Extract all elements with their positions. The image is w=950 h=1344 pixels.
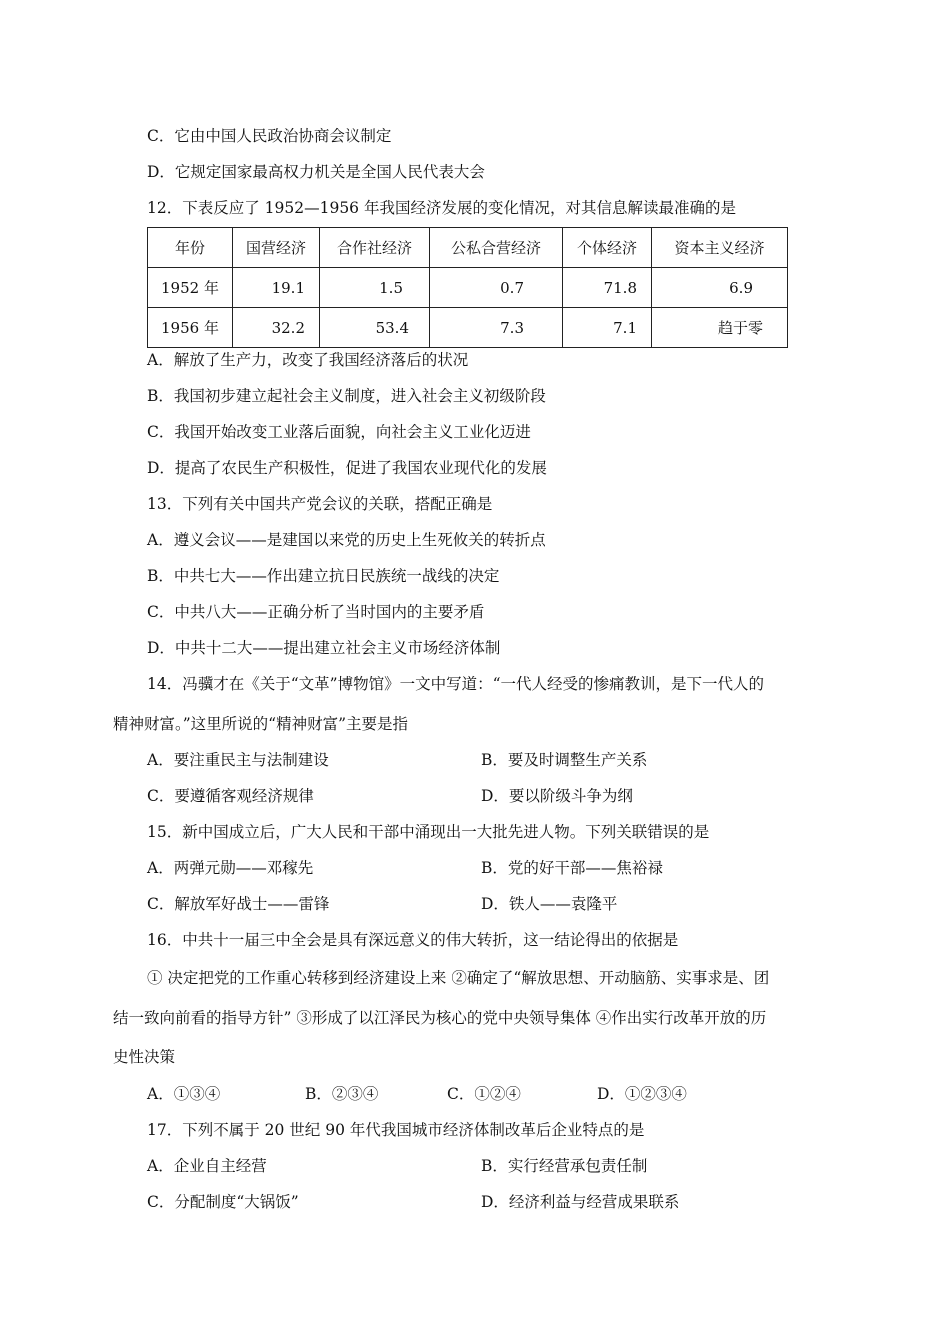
q12-option-a: A．解放了生产力，改变了我国经济落后的状况 xyxy=(147,351,469,369)
economy-table xyxy=(147,227,788,348)
table-row xyxy=(148,308,788,348)
q15-stem: 15．新中国成立后，广大人民和干部中涌现出一大批先进人物。下列关联错误的是 xyxy=(147,823,710,841)
q16-option-c: C．①②④ xyxy=(447,1085,521,1103)
table-cell: 71.8 xyxy=(563,268,652,308)
q14-stem-line2: 精神财富。”这里所说的“精神财富”主要是指 xyxy=(113,715,409,733)
q14-option-b: B．要及时调整生产关系 xyxy=(481,751,648,769)
table-cell: 7.1 xyxy=(563,308,652,348)
q17-option-d: D．经济利益与经营成果联系 xyxy=(481,1193,680,1211)
q15-option-b: B．党的好干部——焦裕禄 xyxy=(481,859,663,877)
table-cell: 6.9 xyxy=(652,268,788,308)
table-cell: 1.5 xyxy=(320,268,430,308)
q13-option-b: B．中共七大——作出建立抗日民族统一战线的决定 xyxy=(147,567,500,585)
q17-option-a: A．企业自主经营 xyxy=(147,1157,267,1175)
q12-stem: 12．下表反应了 1952—1956 年我国经济发展的变化情况，对其信息解读最准确的是 xyxy=(147,199,736,217)
q13-option-d: D．中共十二大——提出建立社会主义市场经济体制 xyxy=(147,639,501,657)
q11-option-d: D．它规定国家最高权力机关是全国人民代表大会 xyxy=(147,163,485,181)
table-cell: 32.2 xyxy=(233,308,320,348)
table-header: 合作社经济 xyxy=(320,228,430,268)
table-header: 资本主义经济 xyxy=(652,228,788,268)
table-cell-year: 1952 年 xyxy=(148,268,233,308)
table-cell: 19.1 xyxy=(233,268,320,308)
table-row xyxy=(148,268,788,308)
q15-option-c: C．解放军好战士——雷锋 xyxy=(147,895,330,913)
table-header: 国营经济 xyxy=(233,228,320,268)
q16-option-d: D．①②③④ xyxy=(597,1085,687,1103)
q17-option-c: C．分配制度“大锅饭” xyxy=(147,1193,299,1211)
q16-statement-line3: 史性决策 xyxy=(113,1048,176,1066)
q14-option-a: A．要注重民主与法制建设 xyxy=(147,751,329,769)
q15-option-a: A．两弹元勋——邓稼先 xyxy=(147,859,314,877)
table-header-row xyxy=(148,228,788,268)
table-cell: 0.7 xyxy=(430,268,563,308)
q11-option-c: C．它由中国人民政治协商会议制定 xyxy=(147,127,392,145)
table-cell: 7.3 xyxy=(430,308,563,348)
table-header: 公私合营经济 xyxy=(430,228,563,268)
table-header: 年份 xyxy=(148,228,233,268)
q17-stem: 17．下列不属于 20 世纪 90 年代我国城市经济体制改革后企业特点的是 xyxy=(147,1121,645,1139)
q14-stem-line1: 14．冯骥才在《关于“文革”博物馆》一文中写道：“一代人经受的惨痛教训，是下一代人的 xyxy=(147,675,764,693)
q16-option-a: A．①③④ xyxy=(147,1085,221,1103)
q12-option-b: B．我国初步建立起社会主义制度，进入社会主义初级阶段 xyxy=(147,387,546,405)
q13-option-a: A．遵义会议——是建国以来党的历史上生死攸关的转折点 xyxy=(147,531,546,549)
table-cell: 趋于零 xyxy=(652,308,788,348)
q17-option-b: B．实行经营承包责任制 xyxy=(481,1157,648,1175)
q13-option-c: C．中共八大——正确分析了当时国内的主要矛盾 xyxy=(147,603,485,621)
q16-option-b: B．②③④ xyxy=(305,1085,379,1103)
q13-stem: 13．下列有关中国共产党会议的关联，搭配正确是 xyxy=(147,495,493,513)
q14-option-c: C．要遵循客观经济规律 xyxy=(147,787,314,805)
q16-stem: 16．中共十一届三中全会是具有深远意义的伟大转折，这一结论得出的依据是 xyxy=(147,931,679,949)
table-cell-year: 1956 年 xyxy=(148,308,233,348)
table-header: 个体经济 xyxy=(563,228,652,268)
q16-statement-line2: 结一致向前看的指导方针” ③形成了以江泽民为核心的党中央领导集体 ④作出实行改革开放的历 xyxy=(113,1009,767,1027)
q12-option-d: D．提高了农民生产积极性，促进了我国农业现代化的发展 xyxy=(147,459,547,477)
q15-option-d: D．铁人——袁隆平 xyxy=(481,895,618,913)
q12-option-c: C．我国开始改变工业落后面貌，向社会主义工业化迈进 xyxy=(147,423,531,441)
table-cell: 53.4 xyxy=(320,308,430,348)
q16-statement-line1: ① 决定把党的工作重心转移到经济建设上来 ②确定了“解放思想、开动脑筋、实事求是、团 xyxy=(147,969,770,987)
q14-option-d: D．要以阶级斗争为纲 xyxy=(481,787,633,805)
